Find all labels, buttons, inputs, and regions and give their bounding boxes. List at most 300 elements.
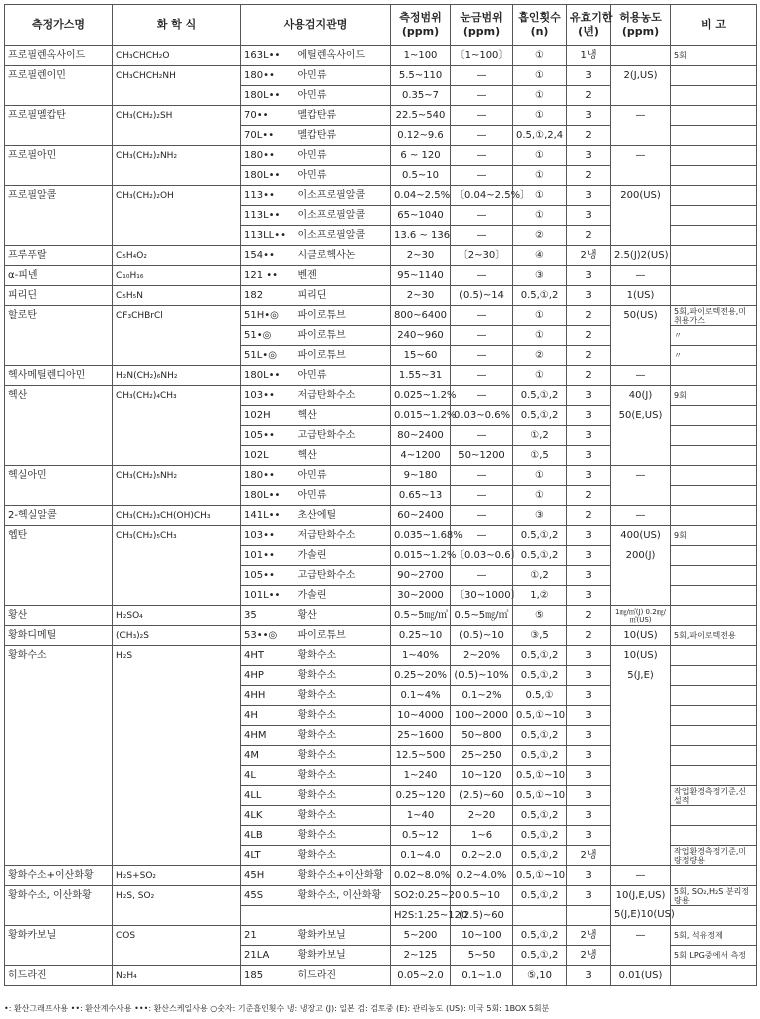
tube-code-cell: 113L•• xyxy=(241,206,295,226)
range-cell: 25~1600 xyxy=(391,726,451,746)
pumps-cell: 0.5,①~10 xyxy=(513,786,567,806)
gas-detector-table-sheet xyxy=(4,4,757,986)
tlv-cell xyxy=(611,706,671,726)
range-cell: 0.65~13 xyxy=(391,486,451,506)
gas-name-cell xyxy=(5,766,113,786)
pumps-cell: ④ xyxy=(513,246,567,266)
formula-cell: CH₃CHCH₂NH xyxy=(113,66,241,86)
tube-code-cell: 45S xyxy=(241,886,295,906)
range-cell: 0.25~120 xyxy=(391,786,451,806)
shelf-cell: 3 xyxy=(567,766,611,786)
scale-cell: 25~250 xyxy=(451,746,513,766)
formula-cell: C₅H₄O₂ xyxy=(113,246,241,266)
gas-name-cell: 2-헥실알콜 xyxy=(5,506,113,526)
shelf-cell: 3 xyxy=(567,146,611,166)
shelf-cell: 2 xyxy=(567,306,611,326)
range-cell: 15~60 xyxy=(391,346,451,366)
shelf-cell: 3 xyxy=(567,786,611,806)
shelf-cell: 2냉 xyxy=(567,246,611,266)
tlv-cell: — xyxy=(611,106,671,126)
tube-code-cell: 21LA xyxy=(241,946,295,966)
table-row xyxy=(5,366,757,386)
tube-name-cell: 가솔린 xyxy=(295,546,391,566)
scale-cell: 0.2~4.0% xyxy=(451,866,513,886)
remark-cell xyxy=(671,546,757,566)
shelf-cell: 3 xyxy=(567,186,611,206)
gas-name-cell: 헥사메틸렌디아민 xyxy=(5,366,113,386)
tlv-cell xyxy=(611,346,671,366)
scale-cell: — xyxy=(451,466,513,486)
scale-cell: — xyxy=(451,86,513,106)
range-cell: 95~1140 xyxy=(391,266,451,286)
tube-code-cell: 180L•• xyxy=(241,166,295,186)
table-row xyxy=(5,86,757,106)
table-row xyxy=(5,786,757,806)
remark-cell xyxy=(671,506,757,526)
table-row xyxy=(5,526,757,546)
pumps-cell: 0.5,①,2 xyxy=(513,746,567,766)
formula-cell xyxy=(113,206,241,226)
range-cell: 1~100 xyxy=(391,46,451,66)
formula-cell xyxy=(113,86,241,106)
tlv-cell xyxy=(611,946,671,966)
range-cell: 6 ~ 120 xyxy=(391,146,451,166)
range-cell: 2~30 xyxy=(391,246,451,266)
table-row xyxy=(5,206,757,226)
pumps-cell: ③ xyxy=(513,266,567,286)
tube-code-cell: 113•• xyxy=(241,186,295,206)
pumps-cell: 0.5,①,2 xyxy=(513,946,567,966)
range-cell: 80~2400 xyxy=(391,426,451,446)
tube-name-cell: 황화수소 xyxy=(295,666,391,686)
range-cell: 240~960 xyxy=(391,326,451,346)
formula-cell xyxy=(113,806,241,826)
formula-cell: N₂H₄ xyxy=(113,966,241,986)
range-cell: 0.025~1.2% xyxy=(391,386,451,406)
tube-name-cell: 헥산 xyxy=(295,446,391,466)
pumps-cell: ① xyxy=(513,106,567,126)
tube-name-cell: 아민류 xyxy=(295,166,391,186)
pumps-cell: 0.5,①,2 xyxy=(513,666,567,686)
tube-code-cell: 105•• xyxy=(241,426,295,446)
scale-cell: — xyxy=(451,146,513,166)
tlv-cell: 0.01(US) xyxy=(611,966,671,986)
remark-cell xyxy=(671,566,757,586)
table-row xyxy=(5,226,757,246)
table-row xyxy=(5,906,757,926)
header-remark: 비 고 xyxy=(671,5,757,46)
tlv-cell xyxy=(611,166,671,186)
tube-name-cell: 초산에틸 xyxy=(295,506,391,526)
header-formula: 화 학 식 xyxy=(113,5,241,46)
tube-code-cell: 102L xyxy=(241,446,295,466)
tube-name-cell: 가솔린 xyxy=(295,586,391,606)
tlv-cell: — xyxy=(611,466,671,486)
range-cell: 0.015~1.2% xyxy=(391,406,451,426)
table-row xyxy=(5,726,757,746)
pumps-cell: 0.5,①~10 xyxy=(513,706,567,726)
remark-cell: 5회, SO₂,H₂S 분리정량용 xyxy=(671,886,757,906)
pumps-cell: ② xyxy=(513,226,567,246)
formula-cell: CH₃(CH₂)₂OH xyxy=(113,186,241,206)
range-cell: 12.5~500 xyxy=(391,746,451,766)
range-cell: SO2:0.25~20 xyxy=(391,886,451,906)
tlv-cell xyxy=(611,586,671,606)
gas-name-cell: 피리딘 xyxy=(5,286,113,306)
range-cell: 10~4000 xyxy=(391,706,451,726)
pumps-cell: 0.5,①,2 xyxy=(513,406,567,426)
scale-cell: 〔0.03~0.6〕 xyxy=(451,546,513,566)
shelf-cell: 2 xyxy=(567,86,611,106)
tlv-cell xyxy=(611,746,671,766)
remark-cell xyxy=(671,726,757,746)
scale-cell: 0.1~2% xyxy=(451,686,513,706)
pumps-cell: ①,2 xyxy=(513,566,567,586)
tube-name-cell: 황화카보닐 xyxy=(295,946,391,966)
tube-code-cell: 101L•• xyxy=(241,586,295,606)
tlv-cell: — xyxy=(611,506,671,526)
table-row xyxy=(5,246,757,266)
scale-cell: 〔0.04~2.5%〕 xyxy=(451,186,513,206)
tlv-cell xyxy=(611,686,671,706)
shelf-cell: 3 xyxy=(567,106,611,126)
remark-cell xyxy=(671,686,757,706)
tube-name-cell: 황화수소, 이산화황 xyxy=(295,886,391,906)
tube-code-cell: 51L•◎ xyxy=(241,346,295,366)
gas-name-cell xyxy=(5,586,113,606)
table-row xyxy=(5,746,757,766)
table-body xyxy=(5,46,757,986)
tlv-cell xyxy=(611,846,671,866)
remark-cell xyxy=(671,246,757,266)
shelf-cell: 3 xyxy=(567,706,611,726)
gas-name-cell xyxy=(5,666,113,686)
tube-code-cell: 180L•• xyxy=(241,486,295,506)
remark-cell xyxy=(671,486,757,506)
shelf-cell: 2 xyxy=(567,506,611,526)
gas-detector-table xyxy=(4,4,757,986)
tlv-cell xyxy=(611,826,671,846)
scale-cell: — xyxy=(451,506,513,526)
tube-code-cell: 185 xyxy=(241,966,295,986)
tube-name-cell: 이소프로필알콜 xyxy=(295,226,391,246)
tlv-cell: — xyxy=(611,366,671,386)
table-row xyxy=(5,966,757,986)
table-row xyxy=(5,606,757,626)
tube-code-cell: 180•• xyxy=(241,466,295,486)
range-cell: 5.5~110 xyxy=(391,66,451,86)
pumps-cell: ② xyxy=(513,346,567,366)
tube-name-cell xyxy=(295,906,391,926)
table-row xyxy=(5,506,757,526)
gas-name-cell: 프로필멜캅탄 xyxy=(5,106,113,126)
gas-name-cell xyxy=(5,546,113,566)
shelf-cell: 3 xyxy=(567,286,611,306)
table-row xyxy=(5,286,757,306)
header-tube: 사용검지관명 xyxy=(241,5,391,46)
header-range: 측정범위 (ppm) xyxy=(391,5,451,46)
tube-name-cell: 저급탄화수소 xyxy=(295,526,391,546)
tube-name-cell: 황화수소 xyxy=(295,686,391,706)
shelf-cell: 3 xyxy=(567,266,611,286)
tlv-cell: 40(J) xyxy=(611,386,671,406)
tlv-cell: 200(US) xyxy=(611,186,671,206)
tube-code-cell: 21 xyxy=(241,926,295,946)
shelf-cell: 3 xyxy=(567,566,611,586)
scale-cell: 100~2000 xyxy=(451,706,513,726)
tube-name-cell: 황산 xyxy=(295,606,391,626)
tube-name-cell: 에틸렌옥사이드 xyxy=(295,46,391,66)
table-row xyxy=(5,846,757,866)
shelf-cell: 3 xyxy=(567,726,611,746)
shelf-cell: 3 xyxy=(567,446,611,466)
remark-cell: 〃 xyxy=(671,326,757,346)
tube-name-cell: 황화수소 xyxy=(295,646,391,666)
range-cell: 1.55~31 xyxy=(391,366,451,386)
tube-code-cell: 113LL•• xyxy=(241,226,295,246)
table-row xyxy=(5,46,757,66)
range-cell: 65~1040 xyxy=(391,206,451,226)
scale-cell: — xyxy=(451,566,513,586)
table-row xyxy=(5,646,757,666)
range-cell: 0.5~10 xyxy=(391,166,451,186)
shelf-cell: 2 xyxy=(567,346,611,366)
gas-name-cell xyxy=(5,706,113,726)
scale-cell: (0.5)~10 xyxy=(451,626,513,646)
gas-name-cell xyxy=(5,806,113,826)
header-row xyxy=(5,5,757,46)
scale-cell: — xyxy=(451,526,513,546)
gas-name-cell: 헥실아민 xyxy=(5,466,113,486)
gas-name-cell: 프로필아민 xyxy=(5,146,113,166)
pumps-cell: ① xyxy=(513,486,567,506)
tube-code-cell: 4HP xyxy=(241,666,295,686)
gas-name-cell: 프로필렌옥사이드 xyxy=(5,46,113,66)
pumps-cell: ③ xyxy=(513,506,567,526)
scale-cell: — xyxy=(451,106,513,126)
formula-cell: CH₃(CH₂)₄CH₃ xyxy=(113,386,241,406)
gas-name-cell: 헵탄 xyxy=(5,526,113,546)
table-row xyxy=(5,106,757,126)
tube-name-cell: 파이로튜브 xyxy=(295,346,391,366)
gas-name-cell xyxy=(5,786,113,806)
scale-cell: 0.5~5㎎/㎥ xyxy=(451,606,513,626)
pumps-cell: ① xyxy=(513,326,567,346)
pumps-cell: ① xyxy=(513,66,567,86)
shelf-cell xyxy=(567,906,611,926)
remark-cell xyxy=(671,866,757,886)
scale-cell: — xyxy=(451,66,513,86)
tube-name-cell: 멜캅탄류 xyxy=(295,106,391,126)
shelf-cell: 3 xyxy=(567,826,611,846)
header-tlv: 허용농도 (ppm) xyxy=(611,5,671,46)
scale-cell: 0.03~0.6% xyxy=(451,406,513,426)
shelf-cell: 3 xyxy=(567,666,611,686)
remark-cell xyxy=(671,86,757,106)
shelf-cell: 2 xyxy=(567,166,611,186)
scale-cell: — xyxy=(451,206,513,226)
tube-name-cell: 고급탄화수소 xyxy=(295,566,391,586)
remark-cell xyxy=(671,466,757,486)
tlv-cell: 2.5(J)2(US) xyxy=(611,246,671,266)
shelf-cell: 3 xyxy=(567,466,611,486)
formula-cell: COS xyxy=(113,926,241,946)
formula-cell xyxy=(113,326,241,346)
tlv-cell xyxy=(611,326,671,346)
tube-name-cell: 아민류 xyxy=(295,366,391,386)
tube-name-cell: 고급탄화수소 xyxy=(295,426,391,446)
gas-name-cell: 황화수소 xyxy=(5,646,113,666)
remark-cell xyxy=(671,766,757,786)
scale-cell: (0.5)~10% xyxy=(451,666,513,686)
formula-cell xyxy=(113,406,241,426)
gas-name-cell xyxy=(5,86,113,106)
tube-name-cell: 황화수소 xyxy=(295,846,391,866)
pumps-cell: 0.5,①,2 xyxy=(513,526,567,546)
shelf-cell: 3 xyxy=(567,426,611,446)
tube-code-cell: 70•• xyxy=(241,106,295,126)
shelf-cell: 2 xyxy=(567,126,611,146)
tube-code-cell: 180•• xyxy=(241,146,295,166)
remark-cell: 5회,파이로텍전용 xyxy=(671,626,757,646)
tlv-cell: 2(J,US) xyxy=(611,66,671,86)
tube-name-cell: 황화카보닐 xyxy=(295,926,391,946)
tlv-cell xyxy=(611,486,671,506)
formula-cell: C₁₀H₁₆ xyxy=(113,266,241,286)
formula-cell xyxy=(113,726,241,746)
tube-name-cell: 황화수소 xyxy=(295,746,391,766)
gas-name-cell xyxy=(5,686,113,706)
scale-cell: 50~1200 xyxy=(451,446,513,466)
table-row xyxy=(5,326,757,346)
pumps-cell: 0.5,①,2 xyxy=(513,286,567,306)
shelf-cell: 2냉 xyxy=(567,846,611,866)
tube-code-cell: 51H•◎ xyxy=(241,306,295,326)
table-row xyxy=(5,926,757,946)
header-pumps: 흡인횟수 (n) xyxy=(513,5,567,46)
scale-cell: 1~6 xyxy=(451,826,513,846)
gas-name-cell xyxy=(5,346,113,366)
tlv-cell: — xyxy=(611,866,671,886)
remark-cell xyxy=(671,606,757,626)
range-cell: 0.04~2.5% xyxy=(391,186,451,206)
table-row xyxy=(5,546,757,566)
remark-cell xyxy=(671,186,757,206)
tlv-cell xyxy=(611,446,671,466)
scale-cell: (0.5)~14 xyxy=(451,286,513,306)
shelf-cell: 2 xyxy=(567,606,611,626)
remark-cell xyxy=(671,166,757,186)
tlv-cell: 5(J,E)10(US) xyxy=(611,906,671,926)
table-row xyxy=(5,766,757,786)
tube-code-cell: 4HH xyxy=(241,686,295,706)
table-row xyxy=(5,346,757,366)
tube-code-cell: 4LT xyxy=(241,846,295,866)
tube-name-cell: 황화수소 xyxy=(295,726,391,746)
tlv-cell: 5(J,E) xyxy=(611,666,671,686)
pumps-cell: ① xyxy=(513,306,567,326)
formula-cell: CH₃(CH₂)₅CH₃ xyxy=(113,526,241,546)
pumps-cell: ① xyxy=(513,466,567,486)
tube-name-cell: 저급탄화수소 xyxy=(295,386,391,406)
scale-cell: 5~50 xyxy=(451,946,513,966)
range-cell: 60~2400 xyxy=(391,506,451,526)
formula-cell xyxy=(113,166,241,186)
remark-cell xyxy=(671,586,757,606)
gas-name-cell: α-피넨 xyxy=(5,266,113,286)
remark-cell xyxy=(671,746,757,766)
pumps-cell: 0.5,①,2 xyxy=(513,826,567,846)
table-row xyxy=(5,706,757,726)
remark-cell xyxy=(671,146,757,166)
table-row xyxy=(5,306,757,326)
tube-code-cell: 180L•• xyxy=(241,366,295,386)
table-row xyxy=(5,66,757,86)
pumps-cell: 1,② xyxy=(513,586,567,606)
table-row xyxy=(5,426,757,446)
tube-name-cell: 벤젠 xyxy=(295,266,391,286)
tube-code-cell: 180•• xyxy=(241,66,295,86)
range-cell: 0.1~4% xyxy=(391,686,451,706)
gas-name-cell: 프루푸랄 xyxy=(5,246,113,266)
tlv-cell: — xyxy=(611,266,671,286)
gas-name-cell: 황화카보닐 xyxy=(5,926,113,946)
gas-name-cell xyxy=(5,746,113,766)
remark-cell xyxy=(671,126,757,146)
table-row xyxy=(5,886,757,906)
table-row xyxy=(5,806,757,826)
scale-cell: — xyxy=(451,486,513,506)
tube-code-cell: 102H xyxy=(241,406,295,426)
tube-code-cell: 45H xyxy=(241,866,295,886)
pumps-cell: 0.5,①,2 xyxy=(513,386,567,406)
range-cell: 1~40 xyxy=(391,806,451,826)
shelf-cell: 3 xyxy=(567,746,611,766)
pumps-cell: ① xyxy=(513,166,567,186)
header-gas: 측정가스명 xyxy=(5,5,113,46)
tlv-cell: 50(E,US) xyxy=(611,406,671,426)
tube-code-cell: 180L•• xyxy=(241,86,295,106)
tube-name-cell: 황화수소 xyxy=(295,766,391,786)
gas-name-cell xyxy=(5,846,113,866)
tube-name-cell: 피리딘 xyxy=(295,286,391,306)
gas-name-cell xyxy=(5,226,113,246)
table-row xyxy=(5,946,757,966)
tube-name-cell: 파이로튜브 xyxy=(295,326,391,346)
tlv-cell: — xyxy=(611,146,671,166)
shelf-cell: 3 xyxy=(567,66,611,86)
shelf-cell: 2 xyxy=(567,626,611,646)
gas-name-cell xyxy=(5,126,113,146)
pumps-cell: 0.5,①~10 xyxy=(513,766,567,786)
range-cell: 0.5~5㎎/㎥ xyxy=(391,606,451,626)
scale-cell: — xyxy=(451,346,513,366)
range-cell: 13.6 ~ 136 xyxy=(391,226,451,246)
pumps-cell: ⑤,10 xyxy=(513,966,567,986)
formula-cell: H₂S, SO₂ xyxy=(113,886,241,906)
range-cell: 90~2700 xyxy=(391,566,451,586)
tlv-cell: — xyxy=(611,926,671,946)
remark-cell xyxy=(671,646,757,666)
tube-code-cell: 51•◎ xyxy=(241,326,295,346)
remark-cell xyxy=(671,966,757,986)
pumps-cell: 0.5,① xyxy=(513,686,567,706)
gas-name-cell xyxy=(5,406,113,426)
formula-cell: H₂N(CH₂)₆NH₂ xyxy=(113,366,241,386)
shelf-cell: 2냉 xyxy=(567,926,611,946)
formula-cell: H₂SO₄ xyxy=(113,606,241,626)
scale-cell: 2~20% xyxy=(451,646,513,666)
